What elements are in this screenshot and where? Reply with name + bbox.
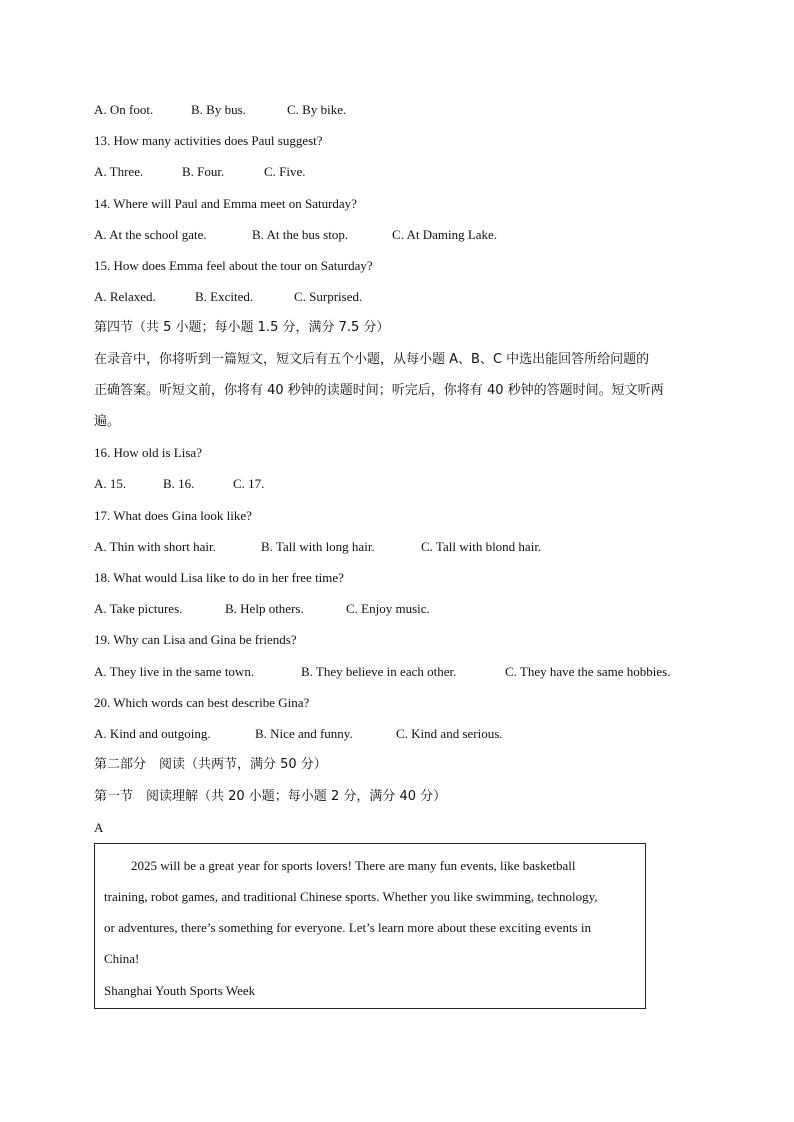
- part2-heading: 第二部分 阅读（共两节，满分 50 分）: [94, 757, 327, 772]
- q18-option-c[interactable]: C. Enjoy music.: [346, 601, 430, 616]
- q20-option-b[interactable]: B. Nice and funny.: [255, 726, 353, 741]
- q12-option-a[interactable]: A. On foot.: [94, 102, 154, 117]
- q20-question: 20. Which words can best describe Gina?: [94, 695, 310, 710]
- passage-box: [94, 843, 646, 1009]
- q16-option-b[interactable]: B. 16.: [163, 476, 195, 491]
- q13-option-a[interactable]: A. Three.: [94, 164, 144, 179]
- q17-option-a[interactable]: A. Thin with short hair.: [94, 539, 216, 554]
- q16-question: 16. How old is Lisa?: [94, 445, 202, 460]
- q16-option-a[interactable]: A. 15.: [94, 476, 127, 491]
- q20-option-c[interactable]: C. Kind and serious.: [396, 726, 503, 741]
- q18-option-b[interactable]: B. Help others.: [225, 601, 304, 616]
- q15-option-b[interactable]: B. Excited.: [195, 289, 254, 304]
- q15-option-c[interactable]: C. Surprised.: [294, 289, 363, 304]
- q12-options: [94, 102, 346, 118]
- q19-option-b[interactable]: B. They believe in each other.: [301, 664, 457, 679]
- q18-question: 18. What would Lisa like to do in her free time?: [94, 570, 344, 585]
- q18-options: [94, 601, 430, 617]
- section4-instruction-line-2: 正确答案。听短文前，你将有 40 秒钟的读题时间；听完后，你将有 40 秒钟的答题时间。短文听两: [94, 383, 664, 398]
- q19-option-a[interactable]: A. They live in the same town.: [94, 664, 255, 679]
- q14-options: [94, 227, 497, 243]
- q19-question: 19. Why can Lisa and Gina be friends?: [94, 632, 297, 647]
- q20-option-a[interactable]: A. Kind and outgoing.: [94, 726, 211, 741]
- q15-question: 15. How does Emma feel about the tour on Saturday?: [94, 258, 373, 273]
- q17-options: [94, 539, 541, 555]
- q14-option-c[interactable]: C. At Daming Lake.: [392, 227, 498, 242]
- q15-option-a[interactable]: A. Relaxed.: [94, 289, 156, 304]
- passage-label: A: [94, 820, 104, 835]
- q20-options: [94, 726, 503, 742]
- section4-instruction-line-3: 遍。: [94, 414, 121, 429]
- q12-option-b[interactable]: B. By bus.: [191, 102, 246, 117]
- section4-instruction-line-1: 在录音中，你将听到一篇短文，短文后有五个小题，从每小题 A、B、C 中选出能回答所给问题的: [94, 352, 650, 367]
- section4-heading: 第四节（共 5 小题；每小题 1.5 分，满分 7.5 分）: [94, 320, 390, 335]
- q17-option-c[interactable]: C. Tall with blond hair.: [421, 539, 542, 554]
- q13-option-c[interactable]: C. Five.: [264, 164, 306, 179]
- q17-option-b[interactable]: B. Tall with long hair.: [261, 539, 375, 554]
- q13-question: 13. How many activities does Paul suggest?: [94, 133, 323, 148]
- q19-options: [94, 664, 670, 680]
- q12-option-c[interactable]: C. By bike.: [287, 102, 347, 117]
- q15-options: [94, 289, 362, 305]
- passage-line-3: or adventures, there’s something for everyone. Let’s learn more about these exciting events in: [104, 920, 591, 935]
- q13-option-b[interactable]: B. Four.: [182, 164, 225, 179]
- q19-option-c[interactable]: C. They have the same hobbies.: [505, 664, 671, 679]
- passage-line-4: China!: [104, 951, 140, 966]
- passage-subheading: Shanghai Youth Sports Week: [104, 983, 256, 998]
- passage-line-1: 2025 will be a great year for sports lovers! There are many fun events, like basketball: [131, 858, 576, 873]
- q17-question: 17. What does Gina look like?: [94, 508, 252, 523]
- part2-section1-heading: 第一节 阅读理解（共 20 小题；每小题 2 分，满分 40 分）: [94, 789, 447, 804]
- q16-option-c[interactable]: C. 17.: [233, 476, 265, 491]
- q14-option-a[interactable]: A. At the school gate.: [94, 227, 207, 242]
- passage-line-2: training, robot games, and traditional Chinese sports. Whether you like swimming, technology,: [104, 889, 598, 904]
- q14-option-b[interactable]: B. At the bus stop.: [252, 227, 349, 242]
- q16-options: [94, 476, 264, 492]
- q13-options: [94, 164, 306, 180]
- q14-question: 14. Where will Paul and Emma meet on Saturday?: [94, 196, 357, 211]
- q18-option-a[interactable]: A. Take pictures.: [94, 601, 183, 616]
